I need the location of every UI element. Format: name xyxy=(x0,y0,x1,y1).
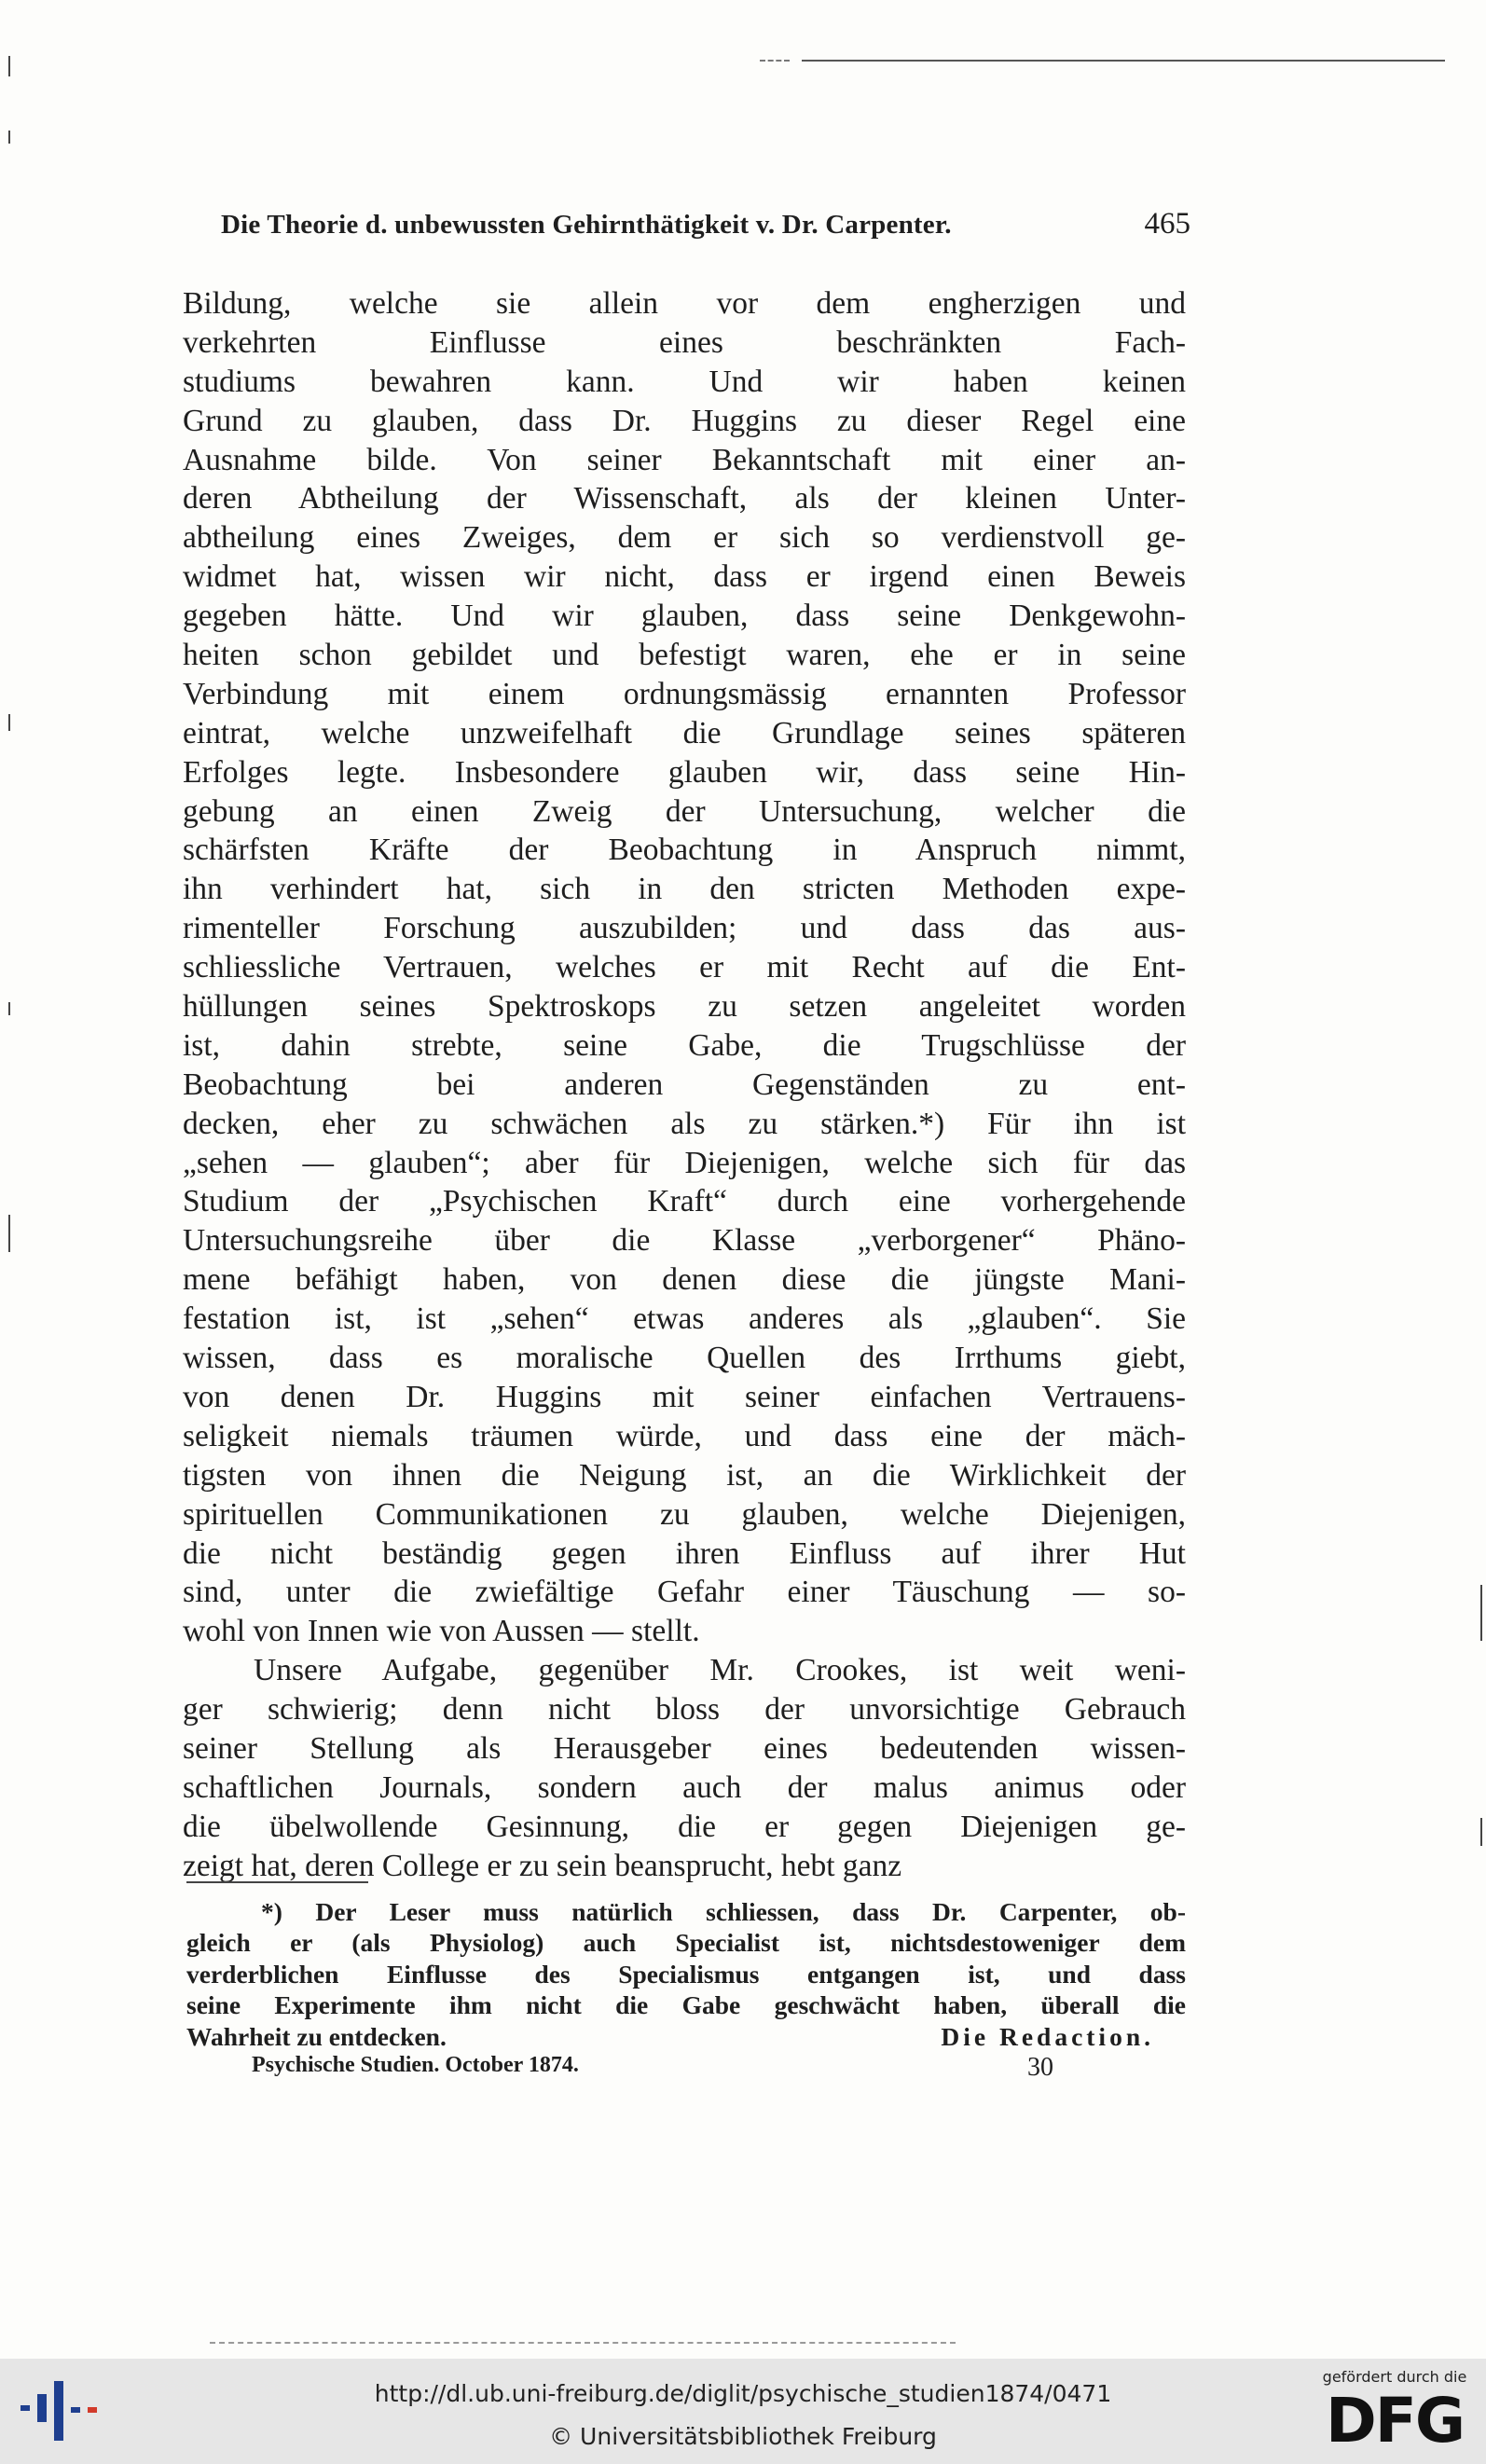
text-line: Grund zu glauben, dass Dr. Huggins zu dieser Regel eine xyxy=(183,403,1186,438)
scan-margin-mark xyxy=(1480,1585,1482,1641)
scan-margin-mark xyxy=(8,56,10,76)
signature-number: 30 xyxy=(1027,2053,1053,2082)
text-line: von denen Dr. Huggins mit seiner einfachen Vertrauens- xyxy=(183,1379,1186,1414)
text-line: schaftlichen Journals, sondern auch der malus animus oder xyxy=(183,1769,1186,1805)
text-line: schärfsten Kräfte der Beobachtung in Anspruch nimmt, xyxy=(183,833,1186,868)
text-line: ist, dahin strebte, seine Gabe, die Trugschlüsse der xyxy=(183,1027,1186,1063)
scan-margin-mark xyxy=(8,1002,10,1015)
scan-edge-rule xyxy=(802,60,1445,62)
text-line: zeigt hat, deren College er zu sein beansprucht, hebt ganz xyxy=(183,1848,902,1883)
text-line: rimenteller Forschung auszubilden; und dass das aus- xyxy=(183,911,1186,946)
copyright-notice: © Universitätsbibliothek Freiburg xyxy=(549,2423,937,2450)
text-line: decken, eher zu schwächen als zu stärken.*) Für ihn ist xyxy=(183,1106,1186,1141)
text-line: die nicht beständig gegen ihren Einfluss auf ihrer Hut xyxy=(183,1535,1186,1571)
text-line: tigsten von ihnen die Neigung ist, an die Wirklichkeit der xyxy=(183,1457,1186,1493)
funding-caption: gefördert durch die xyxy=(1322,2368,1467,2386)
footnote-line: *) Der Leser muss natürlich schliessen, dass Dr. Carpenter, ob- xyxy=(261,1897,1186,1926)
footnote xyxy=(186,1896,1186,2052)
text-line: ihn verhindert hat, sich in den stricten Methoden expe- xyxy=(183,872,1186,907)
running-head xyxy=(221,207,1190,241)
dfg-logo: DFG xyxy=(1325,2385,1465,2457)
text-line: heiten schon gebildet und befestigt waren, ehe er in seine xyxy=(183,638,1186,673)
footnote-rule xyxy=(186,1881,368,1883)
text-line: verkehrten Einflusse eines beschränkten Fach- xyxy=(183,324,1186,360)
text-line: Erfolges legte. Insbesondere glauben wir, dass seine Hin- xyxy=(183,754,1186,790)
scan-edge-rule xyxy=(760,60,790,62)
journal-imprint: Psychische Studien. October 1874. xyxy=(252,2053,579,2077)
footnote-signature: Die Redaction. xyxy=(941,2021,1154,2051)
scan-margin-mark xyxy=(8,131,10,144)
running-head-title: Die Theorie d. unbewussten Gehirnthätigkeit v. Dr. Carpenter. xyxy=(221,210,952,240)
text-line: abtheilung eines Zweiges, dem er sich so verdienstvoll ge- xyxy=(183,520,1186,556)
text-line: schliessliche Vertrauen, welches er mit Recht auf die Ent- xyxy=(183,950,1186,985)
permalink-url[interactable]: http://dl.ub.uni-freiburg.de/diglit/psychische_studien1874/0471 xyxy=(374,2380,1112,2407)
page-number: 465 xyxy=(1144,207,1190,241)
text-line: Bildung, welche sie allein vor dem engherzigen und xyxy=(183,286,1186,321)
text-line: „sehen — glauben“; aber für Diejenigen, welche sich für das xyxy=(183,1145,1186,1180)
text-line: ger schwierig; denn nicht bloss der unvorsichtige Gebrauch xyxy=(183,1692,1186,1728)
scan-margin-mark xyxy=(8,1215,10,1252)
text-line: spirituellen Communikationen zu glauben, welche Diejenigen, xyxy=(183,1496,1186,1532)
text-line: widmet hat, wissen wir nicht, dass er irgend einen Beweis xyxy=(183,559,1186,595)
text-line: mene befähigt haben, von denen diese die jüngste Mani- xyxy=(183,1262,1186,1298)
scan-edge-rule xyxy=(210,2342,956,2344)
footnote-line: gleich er (als Physiolog) auch Specialist ist, nichtsdestoweniger dem xyxy=(186,1928,1186,1958)
scan-margin-mark xyxy=(8,714,10,731)
text-line: die übelwollende Gesinnung, die er gegen Diejenigen ge- xyxy=(183,1809,1186,1844)
scan-margin-mark xyxy=(1480,1818,1482,1846)
text-line: Verbindung mit einem ordnungsmässig ernannten Professor xyxy=(183,676,1186,711)
page-foot xyxy=(252,2053,1053,2083)
text-line: festation ist, ist „sehen“ etwas anderes als „glauben“. Sie xyxy=(183,1301,1186,1337)
text-line: seligkeit niemals träumen würde, und dass eine der mäch- xyxy=(183,1418,1186,1453)
text-line: Beobachtung bei anderen Gegenständen zu ent- xyxy=(183,1067,1186,1102)
body-text xyxy=(183,284,1186,1886)
text-line: Untersuchungsreihe über die Klasse „verborgener“ Phäno- xyxy=(183,1223,1186,1259)
text-line: sind, unter die zwiefältige Gefahr einer Täuschung — so- xyxy=(183,1575,1186,1610)
text-line: wissen, dass es moralische Quellen des Irrthums giebt, xyxy=(183,1341,1186,1376)
text-line: Studium der „Psychischen Kraft“ durch eine vorhergehende xyxy=(183,1184,1186,1219)
text-line: Ausnahme bilde. Von seiner Bekanntschaft mit einer an- xyxy=(183,442,1186,477)
text-line: gegeben hätte. Und wir glauben, dass seine Denkgewohn- xyxy=(183,599,1186,634)
footnote-line: verderblichen Einflusse des Specialismus entgangen ist, und dass xyxy=(186,1959,1186,1989)
text-line: studiums bewahren kann. Und wir haben keinen xyxy=(183,364,1186,399)
footnote-text: Wahrheit zu entdecken. xyxy=(186,2021,447,2051)
text-line: Unsere Aufgabe, gegenüber Mr. Crookes, ist weit weni- xyxy=(254,1653,1186,1688)
text-line: hüllungen seines Spektroskops zu setzen angeleitet worden xyxy=(183,989,1186,1025)
text-line: wohl von Innen wie von Aussen — stellt. xyxy=(183,1614,700,1649)
text-line: gebung an einen Zweig der Untersuchung, welcher die xyxy=(183,793,1186,829)
footnote-last-line xyxy=(186,2021,1186,2052)
text-line: seiner Stellung als Herausgeber eines bedeutenden wissen- xyxy=(183,1730,1186,1766)
text-line: deren Abtheilung der Wissenschaft, als der kleinen Unter- xyxy=(183,481,1186,516)
text-line: eintrat, welche unzweifelhaft die Grundlage seines späteren xyxy=(183,715,1186,750)
footnote-line: seine Experimente ihm nicht die Gabe geschwächt haben, überall die xyxy=(186,1990,1186,2020)
